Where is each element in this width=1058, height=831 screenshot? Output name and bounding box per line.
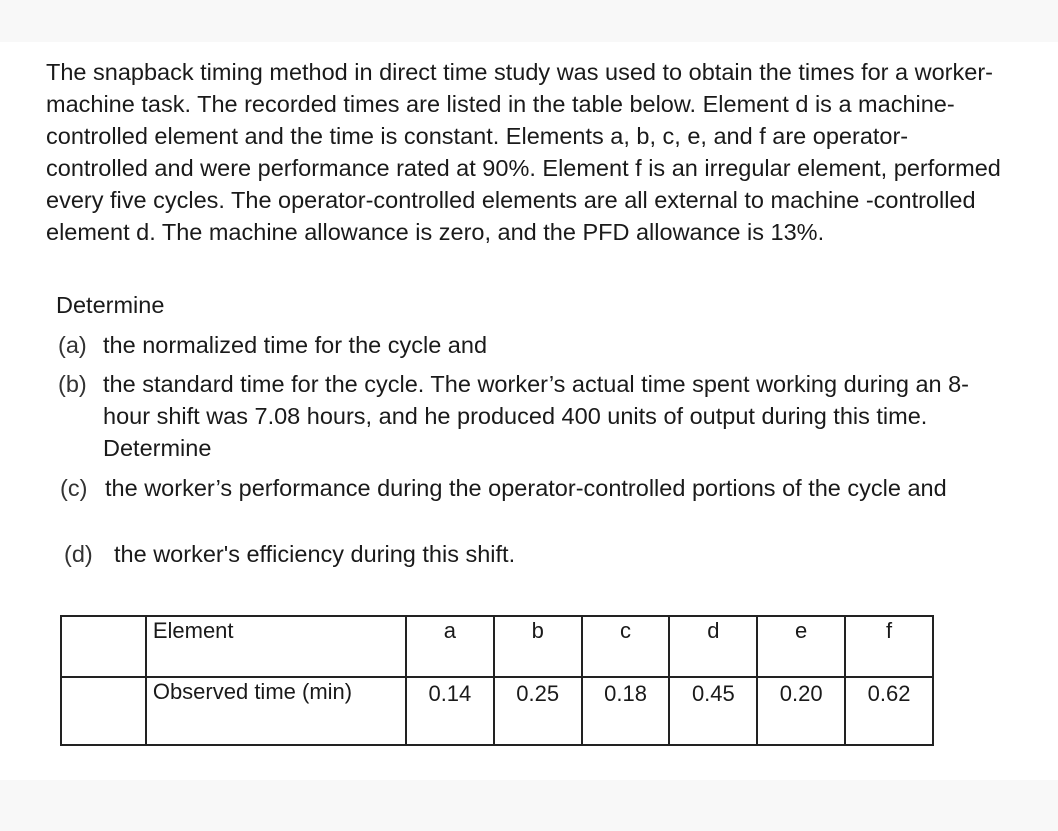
question-a-marker: (a) bbox=[58, 332, 87, 358]
question-d-marker: (d) bbox=[64, 541, 93, 567]
question-d-text: the worker's efficiency during this shift. bbox=[114, 541, 516, 567]
observed-time-c: 0.18 bbox=[582, 677, 670, 745]
row-label-element: Element bbox=[146, 616, 406, 677]
observed-time-e: 0.20 bbox=[757, 677, 845, 745]
element-a-header: a bbox=[406, 616, 494, 677]
observed-time-a: 0.14 bbox=[406, 677, 494, 745]
element-b-header: b bbox=[494, 616, 582, 677]
question-b-marker: (b) bbox=[58, 371, 87, 397]
question-c-text: the worker’s performance during the operator-controlled portions of the cycle and bbox=[105, 475, 947, 501]
observed-times-table bbox=[60, 615, 934, 746]
row-label-observed-time: Observed time (min) bbox=[146, 677, 406, 745]
question-b-text: the standard time for the cycle. The worker’s actual time spent working during an 8-hour shift was 7.08 hours, and he produced 400 units of output during this time. Determine bbox=[103, 371, 970, 461]
element-e-header: e bbox=[757, 616, 845, 677]
element-c-header: c bbox=[582, 616, 670, 677]
observed-time-b: 0.25 bbox=[494, 677, 582, 745]
question-c-marker: (c) bbox=[60, 475, 88, 501]
table-row-observed-times bbox=[61, 677, 933, 745]
observed-time-d: 0.45 bbox=[669, 677, 757, 745]
problem-page bbox=[0, 42, 1058, 780]
element-f-header: f bbox=[845, 616, 933, 677]
question-a-text: the normalized time for the cycle and bbox=[103, 332, 488, 358]
observed-time-f: 0.62 bbox=[845, 677, 933, 745]
determine-heading: Determine bbox=[56, 292, 165, 318]
table-row-elements bbox=[61, 616, 933, 677]
element-d-header: d bbox=[669, 616, 757, 677]
table-blank-cell bbox=[61, 616, 146, 677]
problem-statement: The snapback timing method in direct time study was used to obtain the times for a worker-machine task. The recorded times are listed in the table below. Element d is a machine-controlled element and the time is constant. Elements a, b, c, e, and f are operator-controlled and were performance rated at 90%. Element f is an irregular element, performed every five cycles. The operator-controlled elements are all external to machine -controlled element d. The machine allowance is zero, and the PFD allowance is 13%. bbox=[46, 59, 1001, 245]
table-blank-cell bbox=[61, 677, 146, 745]
